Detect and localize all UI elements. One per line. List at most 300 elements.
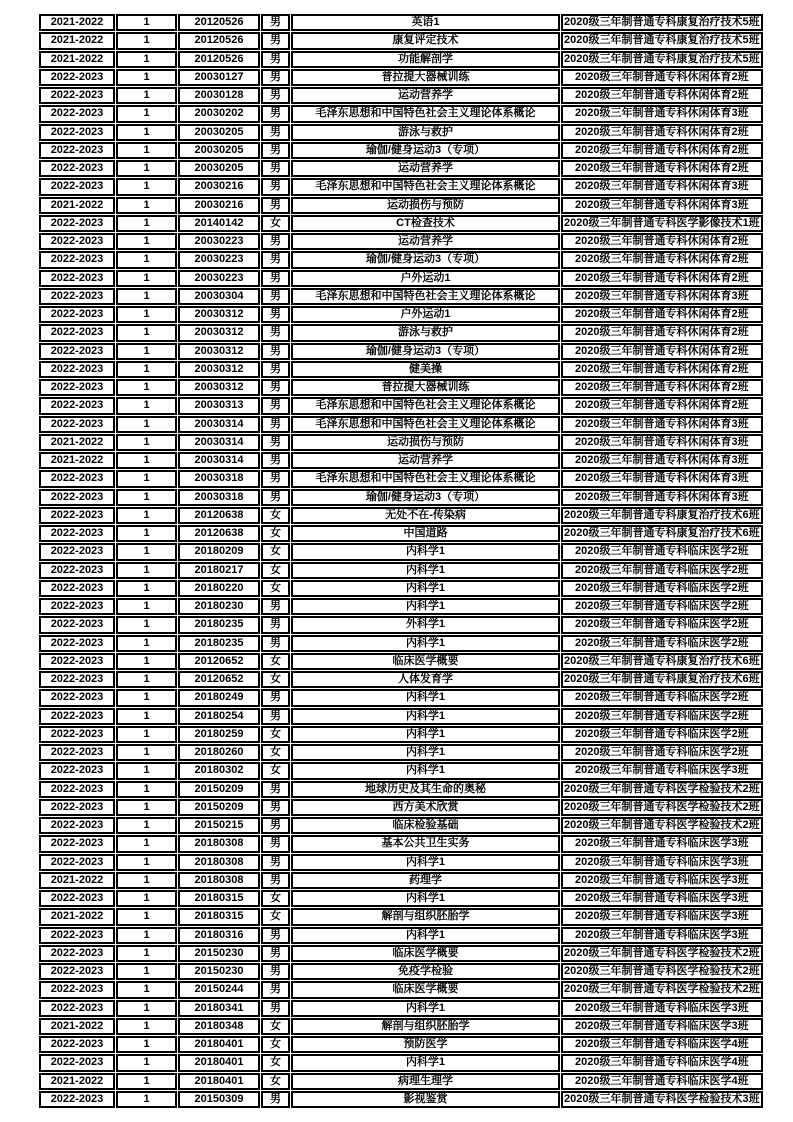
gender-cell: 女 [261, 762, 290, 779]
student-id-cell: 20150209 [178, 781, 260, 798]
student-id-cell: 20030314 [178, 452, 260, 469]
gender-cell: 男 [261, 306, 290, 323]
student-id-cell: 20150244 [178, 981, 260, 998]
class-cell: 2020级三年制普通专科休闲体育2班 [561, 306, 763, 323]
class-cell: 2020级三年制普通专科休闲体育2班 [561, 379, 763, 396]
student-id-cell: 20030312 [178, 324, 260, 341]
table-row [39, 197, 763, 214]
gender-cell: 女 [261, 1018, 290, 1035]
class-cell: 2020级三年制普通专科休闲体育2班 [561, 233, 763, 250]
table-row [39, 489, 763, 506]
course-cell: CT检查技术 [291, 215, 560, 232]
term-cell: 1 [116, 14, 177, 31]
table-row [39, 635, 763, 652]
course-cell: 临床医学概要 [291, 945, 560, 962]
course-cell: 运动损伤与预防 [291, 434, 560, 451]
class-cell: 2020级三年制普通专科休闲体育3班 [561, 434, 763, 451]
class-cell: 2020级三年制普通专科临床医学3班 [561, 762, 763, 779]
term-cell: 1 [116, 726, 177, 743]
table-row [39, 361, 763, 378]
student-id-cell: 20180235 [178, 616, 260, 633]
gender-cell: 男 [261, 635, 290, 652]
term-cell: 1 [116, 762, 177, 779]
academic-year-cell: 2022-2023 [39, 598, 115, 615]
class-cell: 2020级三年制普通专科休闲体育2班 [561, 87, 763, 104]
student-id-cell: 20180401 [178, 1054, 260, 1071]
gender-cell: 男 [261, 142, 290, 159]
class-cell: 2020级三年制普通专科休闲体育3班 [561, 489, 763, 506]
student-id-cell: 20180249 [178, 689, 260, 706]
student-id-cell: 20120652 [178, 653, 260, 670]
class-cell: 2020级三年制普通专科休闲体育3班 [561, 452, 763, 469]
course-cell: 西方美术欣赏 [291, 799, 560, 816]
academic-year-cell: 2021-2022 [39, 1073, 115, 1090]
term-cell: 1 [116, 489, 177, 506]
term-cell: 1 [116, 379, 177, 396]
course-cell: 中国道路 [291, 525, 560, 542]
gender-cell: 男 [261, 945, 290, 962]
gender-cell: 男 [261, 32, 290, 49]
class-cell: 2020级三年制普通专科临床医学2班 [561, 708, 763, 725]
table-row [39, 1091, 763, 1108]
gender-cell: 男 [261, 616, 290, 633]
student-id-cell: 20180302 [178, 762, 260, 779]
table-row [39, 105, 763, 122]
table-row [39, 416, 763, 433]
course-cell: 外科学1 [291, 616, 560, 633]
academic-year-cell: 2022-2023 [39, 343, 115, 360]
gender-cell: 男 [261, 397, 290, 414]
academic-year-cell: 2021-2022 [39, 872, 115, 889]
class-cell: 2020级三年制普通专科康复治疗技术5班 [561, 14, 763, 31]
term-cell: 1 [116, 708, 177, 725]
table-row [39, 452, 763, 469]
term-cell: 1 [116, 142, 177, 159]
academic-year-cell: 2022-2023 [39, 233, 115, 250]
student-id-cell: 20030312 [178, 361, 260, 378]
term-cell: 1 [116, 890, 177, 907]
student-id-cell: 20030202 [178, 105, 260, 122]
course-cell: 毛泽东思想和中国特色社会主义理论体系概论 [291, 397, 560, 414]
term-cell: 1 [116, 324, 177, 341]
course-cell: 健美操 [291, 361, 560, 378]
table-row [39, 525, 763, 542]
term-cell: 1 [116, 507, 177, 524]
table-row [39, 251, 763, 268]
term-cell: 1 [116, 580, 177, 597]
course-cell: 基本公共卫生实务 [291, 835, 560, 852]
term-cell: 1 [116, 87, 177, 104]
academic-year-cell: 2022-2023 [39, 835, 115, 852]
term-cell: 1 [116, 616, 177, 633]
student-id-cell: 20030205 [178, 142, 260, 159]
term-cell: 1 [116, 744, 177, 761]
term-cell: 1 [116, 452, 177, 469]
academic-year-cell: 2022-2023 [39, 854, 115, 871]
term-cell: 1 [116, 233, 177, 250]
gender-cell: 男 [261, 233, 290, 250]
academic-year-cell: 2022-2023 [39, 470, 115, 487]
academic-year-cell: 2022-2023 [39, 1054, 115, 1071]
gender-cell: 女 [261, 580, 290, 597]
term-cell: 1 [116, 343, 177, 360]
academic-year-cell: 2022-2023 [39, 817, 115, 834]
table-row [39, 32, 763, 49]
course-cell: 运动营养学 [291, 452, 560, 469]
course-cell: 普拉提大器械训练 [291, 69, 560, 86]
term-cell: 1 [116, 288, 177, 305]
term-cell: 1 [116, 434, 177, 451]
term-cell: 1 [116, 197, 177, 214]
class-cell: 2020级三年制普通专科临床医学3班 [561, 854, 763, 871]
gender-cell: 男 [261, 270, 290, 287]
term-cell: 1 [116, 872, 177, 889]
academic-year-cell: 2022-2023 [39, 562, 115, 579]
term-cell: 1 [116, 361, 177, 378]
class-cell: 2020级三年制普通专科休闲体育2班 [561, 270, 763, 287]
class-cell: 2020级三年制普通专科临床医学4班 [561, 1054, 763, 1071]
gender-cell: 女 [261, 890, 290, 907]
term-cell: 1 [116, 799, 177, 816]
gender-cell: 女 [261, 671, 290, 688]
table-row [39, 343, 763, 360]
academic-year-cell: 2022-2023 [39, 507, 115, 524]
gender-cell: 男 [261, 87, 290, 104]
gender-cell: 男 [261, 835, 290, 852]
class-cell: 2020级三年制普通专科休闲体育2班 [561, 361, 763, 378]
gender-cell: 女 [261, 744, 290, 761]
class-cell: 2020级三年制普通专科休闲体育2班 [561, 124, 763, 141]
academic-year-cell: 2022-2023 [39, 251, 115, 268]
class-cell: 2020级三年制普通专科临床医学2班 [561, 726, 763, 743]
course-cell: 影视鉴赏 [291, 1091, 560, 1108]
gender-cell: 男 [261, 1091, 290, 1108]
gender-cell: 男 [261, 963, 290, 980]
class-cell: 2020级三年制普通专科临床医学4班 [561, 1073, 763, 1090]
term-cell: 1 [116, 32, 177, 49]
table-row [39, 233, 763, 250]
academic-year-cell: 2022-2023 [39, 1091, 115, 1108]
term-cell: 1 [116, 598, 177, 615]
table-row [39, 908, 763, 925]
course-cell: 无处不在-传染病 [291, 507, 560, 524]
class-cell: 2020级三年制普通专科医学检验技术2班 [561, 981, 763, 998]
course-cell: 运动营养学 [291, 233, 560, 250]
student-id-cell: 20030216 [178, 197, 260, 214]
gender-cell: 男 [261, 197, 290, 214]
gender-cell: 女 [261, 507, 290, 524]
course-cell: 运动营养学 [291, 87, 560, 104]
class-cell: 2020级三年制普通专科临床医学3班 [561, 835, 763, 852]
gender-cell: 男 [261, 251, 290, 268]
academic-year-cell: 2022-2023 [39, 927, 115, 944]
term-cell: 1 [116, 945, 177, 962]
table-row [39, 689, 763, 706]
gender-cell: 男 [261, 124, 290, 141]
academic-year-cell: 2021-2022 [39, 197, 115, 214]
gender-cell: 男 [261, 160, 290, 177]
student-id-cell: 20030312 [178, 379, 260, 396]
academic-year-cell: 2022-2023 [39, 653, 115, 670]
term-cell: 1 [116, 653, 177, 670]
term-cell: 1 [116, 416, 177, 433]
class-cell: 2020级三年制普通专科休闲体育2班 [561, 160, 763, 177]
gender-cell: 男 [261, 489, 290, 506]
term-cell: 1 [116, 1091, 177, 1108]
student-id-cell: 20030318 [178, 470, 260, 487]
course-cell: 解剖与组织胚胎学 [291, 1018, 560, 1035]
course-cell: 内科学1 [291, 726, 560, 743]
course-cell: 临床检验基础 [291, 817, 560, 834]
academic-year-cell: 2022-2023 [39, 379, 115, 396]
student-id-cell: 20180217 [178, 562, 260, 579]
course-cell: 康复评定技术 [291, 32, 560, 49]
academic-year-cell: 2022-2023 [39, 361, 115, 378]
academic-year-cell: 2021-2022 [39, 908, 115, 925]
term-cell: 1 [116, 160, 177, 177]
gender-cell: 女 [261, 1054, 290, 1071]
student-id-cell: 20180209 [178, 543, 260, 560]
student-id-cell: 20030223 [178, 251, 260, 268]
academic-year-cell: 2022-2023 [39, 945, 115, 962]
term-cell: 1 [116, 835, 177, 852]
table-row [39, 580, 763, 597]
term-cell: 1 [116, 927, 177, 944]
gender-cell: 男 [261, 854, 290, 871]
student-id-cell: 20030216 [178, 178, 260, 195]
gender-cell: 男 [261, 799, 290, 816]
academic-year-cell: 2022-2023 [39, 324, 115, 341]
class-cell: 2020级三年制普通专科临床医学3班 [561, 890, 763, 907]
course-cell: 内科学1 [291, 708, 560, 725]
gender-cell: 男 [261, 708, 290, 725]
academic-year-cell: 2021-2022 [39, 32, 115, 49]
gender-cell: 男 [261, 288, 290, 305]
student-id-cell: 20180308 [178, 835, 260, 852]
academic-year-cell: 2022-2023 [39, 397, 115, 414]
academic-year-cell: 2021-2022 [39, 1018, 115, 1035]
term-cell: 1 [116, 562, 177, 579]
course-cell: 临床医学概要 [291, 981, 560, 998]
gender-cell: 男 [261, 872, 290, 889]
academic-year-cell: 2022-2023 [39, 635, 115, 652]
academic-year-cell: 2022-2023 [39, 288, 115, 305]
course-cell: 内科学1 [291, 1054, 560, 1071]
table-row [39, 945, 763, 962]
course-cell: 内科学1 [291, 1000, 560, 1017]
academic-year-cell: 2022-2023 [39, 781, 115, 798]
table-row [39, 51, 763, 68]
table-row [39, 799, 763, 816]
table-row [39, 817, 763, 834]
table-row [39, 616, 763, 633]
academic-year-cell: 2022-2023 [39, 744, 115, 761]
class-cell: 2020级三年制普通专科临床医学2班 [561, 616, 763, 633]
course-cell: 内科学1 [291, 890, 560, 907]
term-cell: 1 [116, 251, 177, 268]
term-cell: 1 [116, 69, 177, 86]
gender-cell: 女 [261, 525, 290, 542]
gender-cell: 男 [261, 178, 290, 195]
course-cell: 毛泽东思想和中国特色社会主义理论体系概论 [291, 416, 560, 433]
table-row [39, 598, 763, 615]
table-row [39, 543, 763, 560]
course-cell: 毛泽东思想和中国特色社会主义理论体系概论 [291, 105, 560, 122]
student-id-cell: 20030223 [178, 270, 260, 287]
course-cell: 病理生理学 [291, 1073, 560, 1090]
student-id-cell: 20180315 [178, 890, 260, 907]
student-id-cell: 20030313 [178, 397, 260, 414]
gender-cell: 男 [261, 927, 290, 944]
gender-cell: 男 [261, 69, 290, 86]
table-row [39, 671, 763, 688]
course-cell: 瑜伽/健身运动3（专项） [291, 343, 560, 360]
academic-year-cell: 2022-2023 [39, 726, 115, 743]
gender-cell: 男 [261, 598, 290, 615]
academic-year-cell: 2021-2022 [39, 51, 115, 68]
table-row [39, 87, 763, 104]
course-cell: 毛泽东思想和中国特色社会主义理论体系概论 [291, 288, 560, 305]
gender-cell: 男 [261, 361, 290, 378]
table-row [39, 1000, 763, 1017]
term-cell: 1 [116, 397, 177, 414]
academic-year-cell: 2022-2023 [39, 489, 115, 506]
gender-cell: 男 [261, 470, 290, 487]
student-id-cell: 20150309 [178, 1091, 260, 1108]
academic-year-cell: 2022-2023 [39, 142, 115, 159]
academic-year-cell: 2022-2023 [39, 87, 115, 104]
gender-cell: 男 [261, 981, 290, 998]
course-cell: 内科学1 [291, 854, 560, 871]
class-cell: 2020级三年制普通专科临床医学2班 [561, 562, 763, 579]
gender-cell: 男 [261, 452, 290, 469]
table-row [39, 927, 763, 944]
table-row [39, 981, 763, 998]
term-cell: 1 [116, 817, 177, 834]
term-cell: 1 [116, 635, 177, 652]
course-cell: 药理学 [291, 872, 560, 889]
class-cell: 2020级三年制普通专科医学检验技术2班 [561, 963, 763, 980]
academic-year-cell: 2022-2023 [39, 215, 115, 232]
academic-year-cell: 2022-2023 [39, 1000, 115, 1017]
student-id-cell: 20180315 [178, 908, 260, 925]
student-id-cell: 20120652 [178, 671, 260, 688]
term-cell: 1 [116, 1054, 177, 1071]
course-cell: 临床医学概要 [291, 653, 560, 670]
student-id-cell: 20150209 [178, 799, 260, 816]
term-cell: 1 [116, 306, 177, 323]
course-cell: 游泳与救护 [291, 324, 560, 341]
term-cell: 1 [116, 981, 177, 998]
term-cell: 1 [116, 124, 177, 141]
term-cell: 1 [116, 1073, 177, 1090]
table-row [39, 708, 763, 725]
student-id-cell: 20120638 [178, 525, 260, 542]
term-cell: 1 [116, 963, 177, 980]
academic-year-cell: 2022-2023 [39, 124, 115, 141]
student-id-cell: 20180220 [178, 580, 260, 597]
gender-cell: 女 [261, 653, 290, 670]
class-cell: 2020级三年制普通专科休闲体育3班 [561, 197, 763, 214]
table-row [39, 160, 763, 177]
course-cell: 运动损伤与预防 [291, 197, 560, 214]
course-cell: 毛泽东思想和中国特色社会主义理论体系概论 [291, 178, 560, 195]
term-cell: 1 [116, 1036, 177, 1053]
class-cell: 2020级三年制普通专科临床医学2班 [561, 580, 763, 597]
course-cell: 户外运动1 [291, 270, 560, 287]
gender-cell: 女 [261, 1036, 290, 1053]
student-id-cell: 20180259 [178, 726, 260, 743]
class-cell: 2020级三年制普通专科临床医学3班 [561, 1000, 763, 1017]
gender-cell: 女 [261, 726, 290, 743]
student-id-cell: 20030223 [178, 233, 260, 250]
academic-year-cell: 2022-2023 [39, 963, 115, 980]
term-cell: 1 [116, 270, 177, 287]
class-cell: 2020级三年制普通专科医学检验技术2班 [561, 799, 763, 816]
table-row [39, 434, 763, 451]
course-cell: 内科学1 [291, 543, 560, 560]
gender-cell: 男 [261, 817, 290, 834]
class-cell: 2020级三年制普通专科医学影像技术1班 [561, 215, 763, 232]
student-id-cell: 20140142 [178, 215, 260, 232]
table-row [39, 872, 763, 889]
table-body [39, 14, 763, 1108]
class-cell: 2020级三年制普通专科休闲体育3班 [561, 178, 763, 195]
gender-cell: 男 [261, 105, 290, 122]
term-cell: 1 [116, 525, 177, 542]
student-id-cell: 20030312 [178, 343, 260, 360]
gender-cell: 女 [261, 562, 290, 579]
academic-year-cell: 2022-2023 [39, 306, 115, 323]
academic-year-cell: 2022-2023 [39, 525, 115, 542]
student-id-cell: 20030304 [178, 288, 260, 305]
student-id-cell: 20180308 [178, 854, 260, 871]
term-cell: 1 [116, 1018, 177, 1035]
course-cell: 户外运动1 [291, 306, 560, 323]
table-row [39, 69, 763, 86]
gender-cell: 女 [261, 1073, 290, 1090]
academic-year-cell: 2022-2023 [39, 616, 115, 633]
table-row [39, 726, 763, 743]
class-cell: 2020级三年制普通专科临床医学2班 [561, 635, 763, 652]
class-cell: 2020级三年制普通专科医学检验技术2班 [561, 817, 763, 834]
term-cell: 1 [116, 51, 177, 68]
student-id-cell: 20030205 [178, 160, 260, 177]
course-cell: 运动营养学 [291, 160, 560, 177]
student-id-cell: 20180316 [178, 927, 260, 944]
table-row [39, 142, 763, 159]
table-row [39, 835, 763, 852]
course-cell: 内科学1 [291, 762, 560, 779]
table-row [39, 1073, 763, 1090]
class-cell: 2020级三年制普通专科休闲体育3班 [561, 288, 763, 305]
academic-year-cell: 2022-2023 [39, 799, 115, 816]
table-row [39, 1036, 763, 1053]
course-cell: 解剖与组织胚胎学 [291, 908, 560, 925]
course-cell: 人体发育学 [291, 671, 560, 688]
table-row [39, 124, 763, 141]
student-id-cell: 20180348 [178, 1018, 260, 1035]
student-id-cell: 20150230 [178, 963, 260, 980]
class-cell: 2020级三年制普通专科医学检验技术2班 [561, 781, 763, 798]
course-cell: 瑜伽/健身运动3（专项） [291, 142, 560, 159]
class-cell: 2020级三年制普通专科医学检验技术3班 [561, 1091, 763, 1108]
gender-cell: 男 [261, 1000, 290, 1017]
student-id-cell: 20120638 [178, 507, 260, 524]
table-row [39, 270, 763, 287]
term-cell: 1 [116, 671, 177, 688]
academic-year-cell: 2022-2023 [39, 105, 115, 122]
